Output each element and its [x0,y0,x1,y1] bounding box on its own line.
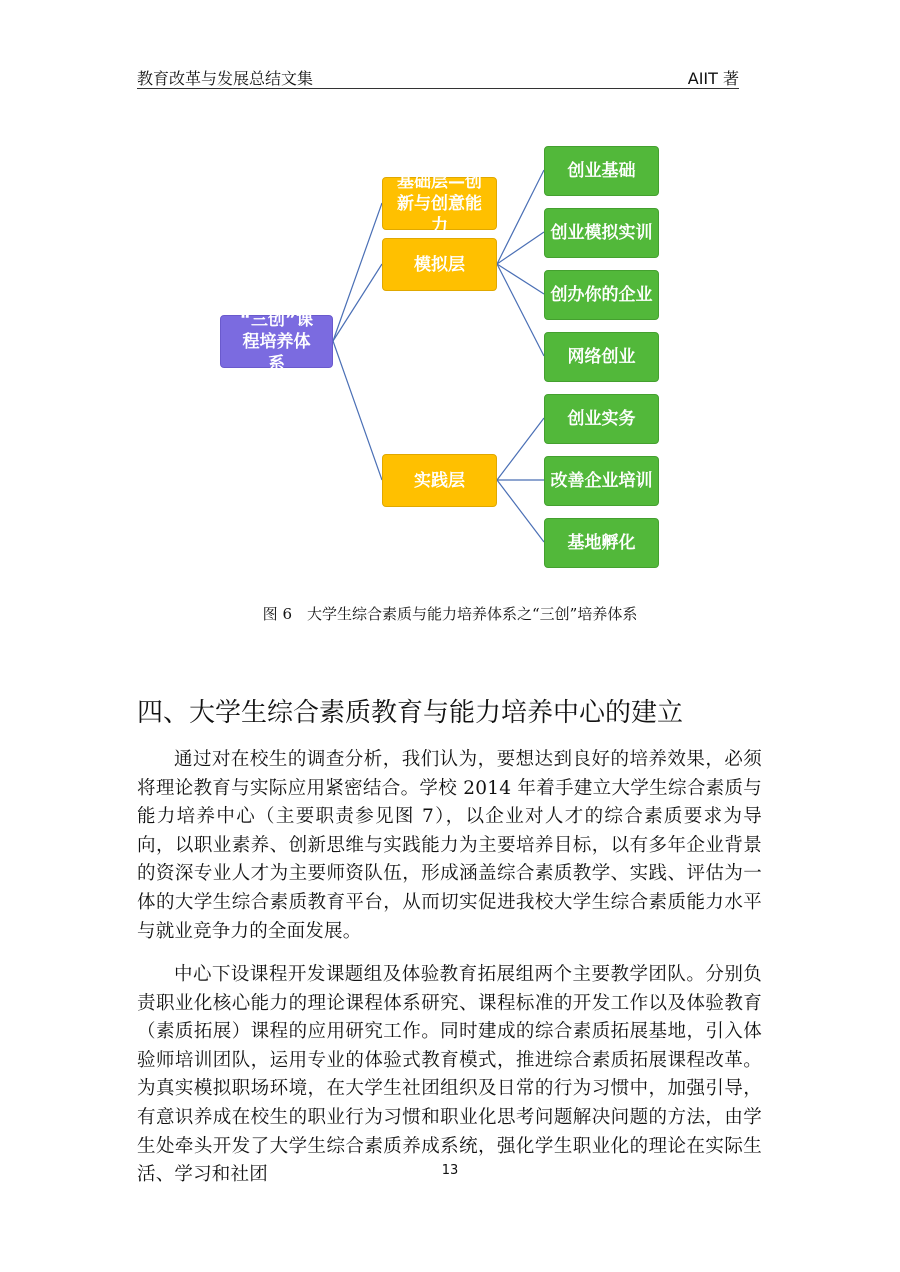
diagram-root-node: “三创”课程培养体系 [220,315,333,368]
page-number: 13 [441,1163,459,1178]
body-paragraph-2: 中心下设课程开发课题组及体验教育拓展组两个主要教学团队。分别负责职业化核心能力的理论课程体系研究、课程标准的开发工作以及体验教育（素质拓展）课程的应用研究工作。同时建成的综合素质拓展基地，引入体验师培训团队，运用专业的体验式教育模式，推进综合素质拓展课程改革。为真实模拟职场环境，在大学生社团组织及日常的行为习惯中，加强引导，有意识养成在校生的职业行为习惯和职业化思考问题解决问题的方法，由学生处牵头开发了大学生综合素质养成系统，强化学生职业化的理论在实际生活、学习和社团 [137,964,762,1186]
layer-node-practice: 实践层 [382,454,497,507]
section-heading: 四、大学生综合素质教育与能力培养中心的建立 [137,698,684,728]
connector-simulation-leaf-1 [497,170,544,264]
connector-simulation-leaf-2 [497,232,544,264]
connector-root-foundation [333,203,382,341]
connector-lines [0,0,900,600]
connector-practice-leaf-1 [497,418,544,480]
connector-practice-leaf-3 [497,480,544,542]
figure-caption: 图 6 大学生综合素质与能力培养体系之“三创”培养体系 [262,605,638,623]
connector-simulation-leaf-4 [497,264,544,356]
leaf-node: 基地孵化 [544,518,659,568]
leaf-node: 创业基础 [544,146,659,196]
leaf-node: 网络创业 [544,332,659,382]
connector-root-practice [333,341,382,480]
leaf-node: 创业实务 [544,394,659,444]
connector-root-simulation [333,264,382,341]
layer-node-foundation: 基础层—创新与创意能力 [382,177,497,230]
body-paragraph-1: 通过对在校生的调查分析，我们认为，要想达到良好的培养效果，必须将理论教育与实际应用紧密结合。学校 2014 年着手建立大学生综合素质与能力培养中心（主要职责参见图 7），以企业对人才的综合素质要求为导向，以职业素养、创新思维与实践能力为主要培养目标，以有多年企业背景的资深专业人才为主要师资队伍，形成涵盖综合素质教学、实践、评估为一体的大学生综合素质教育平台，从而切实促进我校大学生综合素质能力水平与就业竞争力的全面发展。 [137,749,762,942]
layer-node-simulation: 模拟层 [382,238,497,291]
leaf-node: 创业模拟实训 [544,208,659,258]
header-book-title: 教育改革与发展总结文集 [137,69,314,88]
leaf-node: 创办你的企业 [544,270,659,320]
header-author: AIIT 著 [687,69,739,88]
leaf-node: 改善企业培训 [544,456,659,506]
